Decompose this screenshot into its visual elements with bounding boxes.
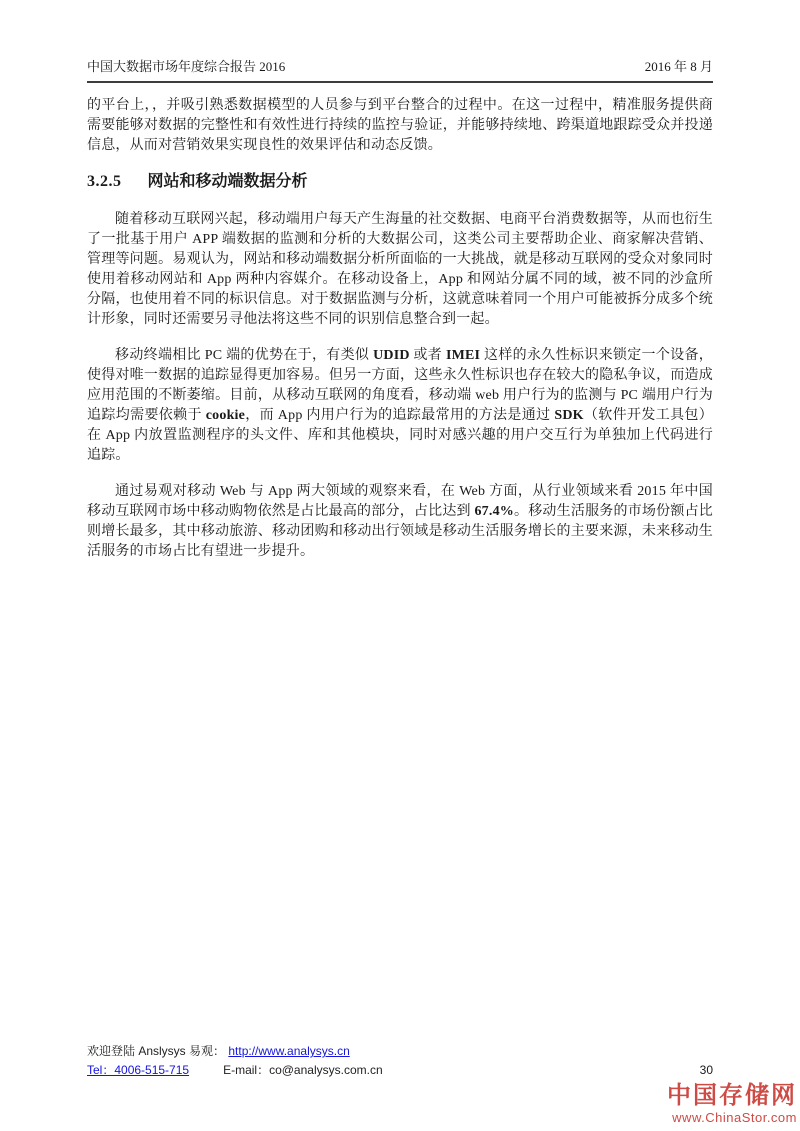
watermark-title: 中国存储网 [667, 1082, 797, 1109]
email-text: E-mail：co@analysys.com.cn [223, 1063, 383, 1077]
footer-welcome-text: 欢迎登陆 Anslysys 易观： [87, 1044, 226, 1058]
chinastor-watermark [667, 1084, 797, 1124]
paragraph: 移动终端相比 PC 端的优势在于，有类似 UDID 或者 IMEI 这样的永久性标识来锁定一个设备，使得对唯一数据的追踪显得更加容易。但另一方面，这些永久性标识也存在较大的隐私争议，而造成应用范围的不断萎缩。目前，从移动互联网的角度看，移动端 web 用户行为的监测与 PC 端用户行为追踪均需要依赖于 cookie，而 App 内用户行为的追踪最常用的方法是通过 SDK（软件开发工具包）在 App 内放置监测程序的头文件、库和其他模块，同时对感兴趣的用户交互行为单独加上代码进行追踪。 [87, 348, 713, 463]
page-footer [87, 1042, 713, 1080]
watermark-subtitle: www.ChinaStor.com [672, 1110, 797, 1125]
section-heading [87, 172, 713, 192]
analysys-site-link[interactable]: http://www.analysys.cn [228, 1044, 350, 1058]
paragraph: 的平台上，，并吸引熟悉数据模型的人员参与到平台整合的过程中。在这一过程中，精准服务提供商需要能够对数据的完整性和有效性进行持续的监控与验证，并能够持续地、跨渠道地跟踪受众并投递信息，从而对营销效果实现良性的效果评估和动态反馈。 [87, 98, 713, 153]
lead-paragraphs [87, 96, 713, 156]
header-report-title: 中国大数据市场年度综合报告 2016 [87, 59, 286, 74]
paragraph: 通过易观对移动 Web 与 App 两大领域的观察来看，在 Web 方面，从行业领域来看 2015 年中国移动互联网市场中移动购物依然是占比最高的部分，占比达到 67.4%。移动生活服务的市场份额占比则增长最多，其中移动旅游、移动团购和移动出行领域是移动生活服务增长的主要来源，未来移动生活服务的市场占比有望进一步提升。 [87, 484, 713, 559]
page-body [87, 96, 713, 562]
paragraph: 随着移动互联网兴起，移动端用户每天产生海量的社交数据、电商平台消费数据等，从而也衍生了一批基于用户 APP 端数据的监测和分析的大数据公司，这类公司主要帮助企业、商家解决营销、管理等问题。易观认为，网站和移动端数据分析所面临的一大挑战，就是移动互联网的受众对象同时使用着移动网站和 App 两种内容媒介。在移动设备上，App 和网站分属不同的域，被不同的沙盒所分隔，也使用着不同的标识信息。对于数据监测与分析，这就意味着同一个用户可能被拆分成多个统计形象，同时还需要另寻他法将这些不同的识别信息整合到一起。 [87, 212, 713, 327]
section-number: 3.2.5 [87, 173, 122, 190]
section-paragraphs [87, 210, 713, 562]
footer-welcome-line [87, 1042, 713, 1061]
page-number: 30 [699, 1063, 713, 1077]
header-date: 2016 年 8 月 [644, 59, 713, 74]
page-header [87, 58, 713, 83]
footer-contact-line [87, 1061, 713, 1080]
tel-link[interactable]: Tel：4006-515-715 [87, 1063, 190, 1077]
section-title: 网站和移动端数据分析 [147, 173, 308, 190]
